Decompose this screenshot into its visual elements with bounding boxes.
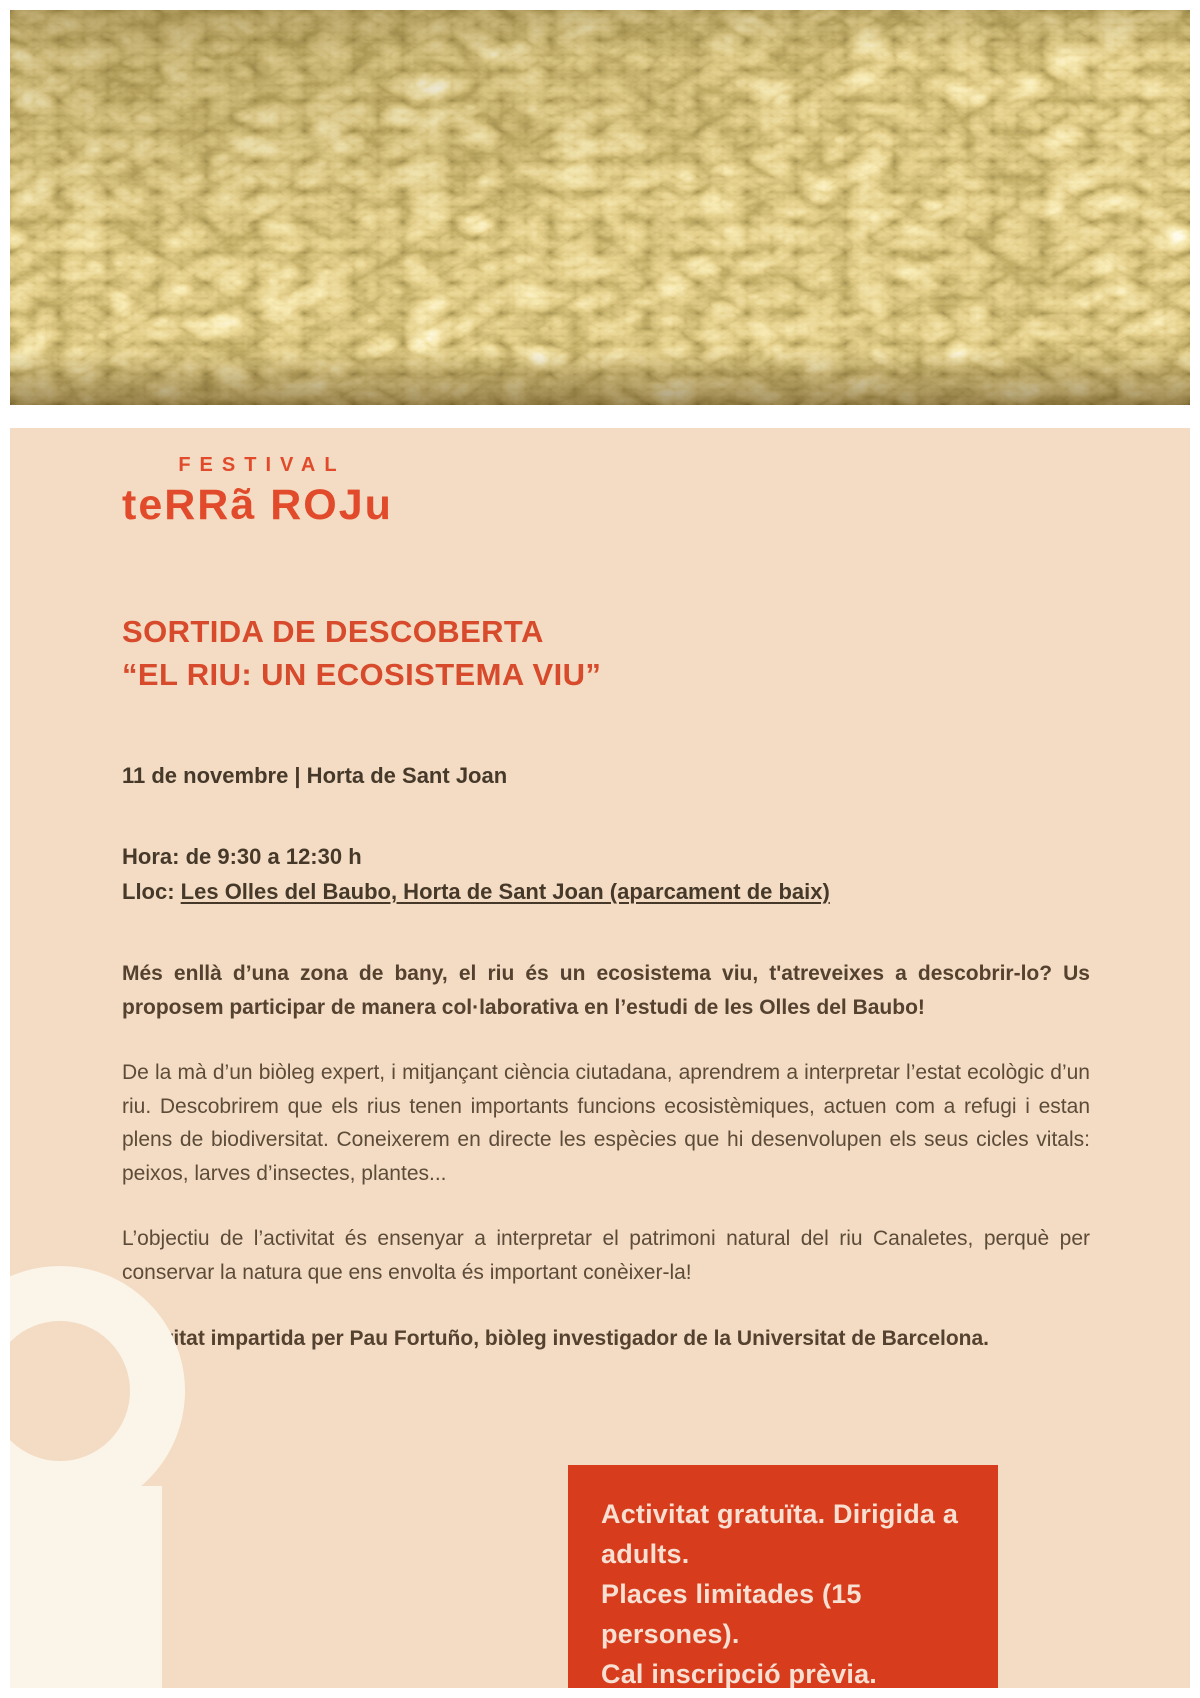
poster-body: [10, 428, 1190, 1688]
info-line-places: Places limitades (15 persones).: [601, 1578, 862, 1649]
instructor-credit: Activitat impartida per Pau Fortuño, biòleg investigador de la Universitat de Barcelona.: [122, 1326, 990, 1350]
info-line-free: Activitat gratuïta. Dirigida a adults.: [601, 1499, 959, 1569]
date-location: 11 de novembre | Horta de Sant Joan: [122, 762, 508, 788]
divider-gap: [10, 405, 1190, 428]
event-title: [122, 611, 1090, 697]
festival-logo: [122, 455, 393, 527]
brand-glyph-ring: [10, 1266, 185, 1516]
registration-info-box: [568, 1465, 998, 1688]
brand-glyph-leg: [10, 1486, 162, 1688]
intro-paragraph: Més enllà d’una zona de bany, el riu és un ecosistema viu, t'atreveixes a descobrir-lo? Us proposem participar de manera col·laborativa en l’estudi de les Olles del Baubo!: [122, 961, 1090, 1019]
description-paragraph-1: De la mà d’un biòleg expert, i mitjançant ciència ciutadana, aprendrem a interpretar l’estat ecològic d’un riu. Descobrirem que els rius tenen importants funcions ecosistèmiques, actuen com a refugi i estan plens de biodiversitat. Coneixerem en directe les espècies que hi desenvolupen els seus cicles vitals: peixos, larves d’insectes, plantes...: [122, 1061, 1090, 1185]
place-label: Lloc:: [122, 878, 181, 904]
hero-photo: [10, 10, 1190, 405]
water-texture-image: [10, 10, 1190, 405]
description-paragraph-2: L’objectiu de l’activitat és ensenyar a interpretar el patrimoni natural del riu Canaletes, perquè per conservar la natura que ens envolta és important conèixer-la!: [122, 1227, 1090, 1285]
time-place-block: [122, 839, 1090, 909]
time-value: de 9:30 a 12:30 h: [185, 843, 362, 869]
event-title-line1: SORTIDA DE DESCOBERTA: [122, 614, 544, 649]
logo-festival-text: FESTIVAL: [178, 454, 346, 476]
logo-wordmark-terra-roja: teRRã ROJu: [122, 481, 393, 529]
info-line-registration: Cal inscripció prèvia.: [601, 1658, 878, 1688]
time-row: [122, 839, 1090, 874]
place-link[interactable]: Les Olles del Baubo, Horta de Sant Joan (aparcament de baix): [180, 878, 830, 904]
event-title-line2: “EL RIU: UN ECOSISTEMA VIU”: [122, 656, 602, 692]
time-label: Hora:: [122, 843, 186, 869]
place-row: [122, 874, 1090, 909]
